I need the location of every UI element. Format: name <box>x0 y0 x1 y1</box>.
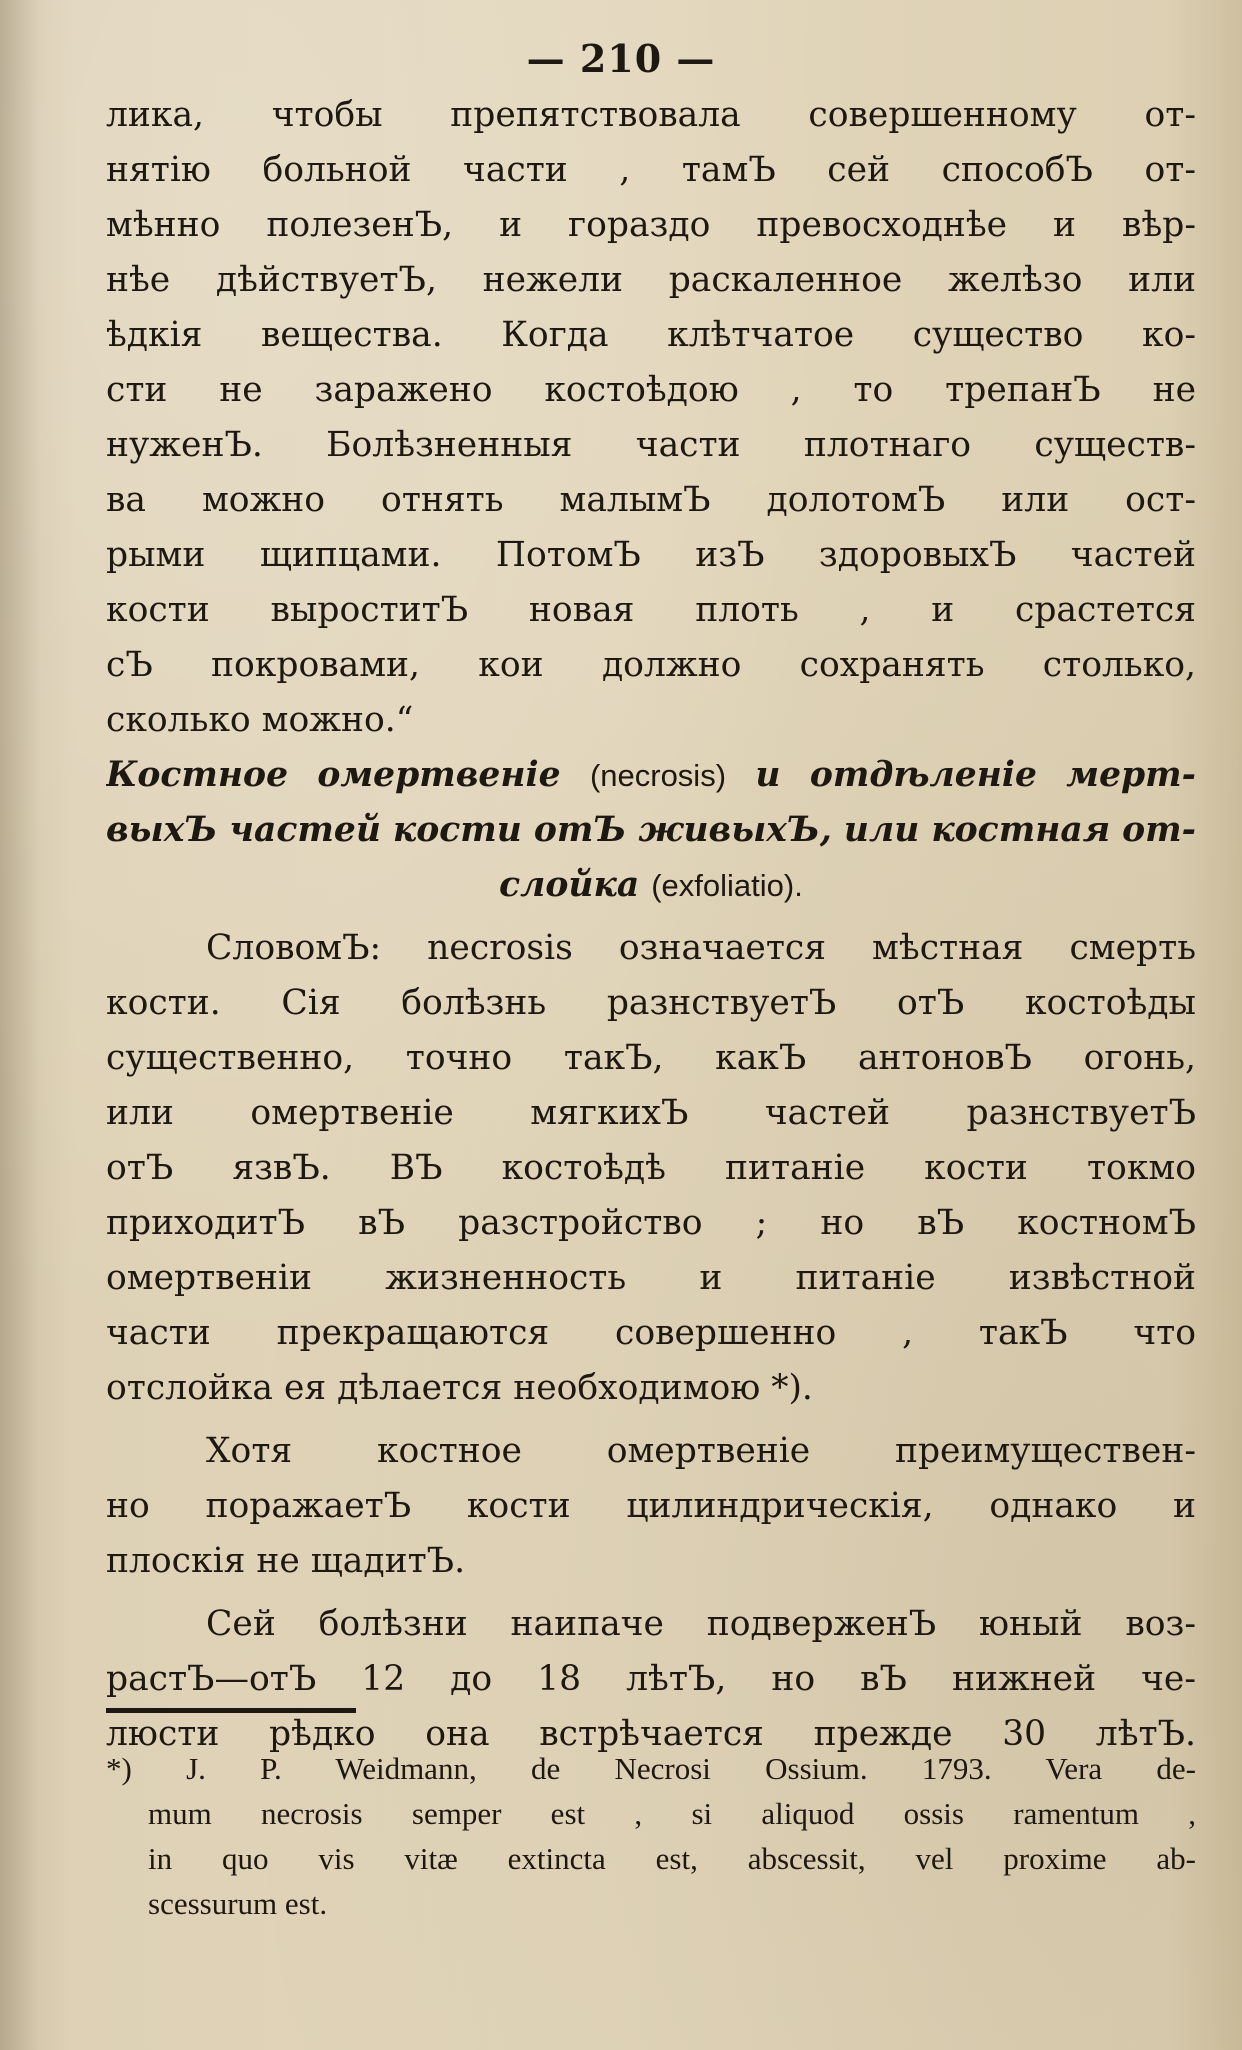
page-gutter-shadow <box>0 0 40 2050</box>
text-line: Сей болѣзни наипаче подверженЪ юный воз- <box>206 1604 1196 1644</box>
text-line: приходитЪ вЪ разстройство ; но вЪ костномЪ <box>106 1203 1196 1243</box>
text-line: омертвеніи жизненность и питаніе извѣстной <box>106 1258 1196 1298</box>
text-line: но поражаетЪ кости цилиндрическія, однако и <box>106 1486 1196 1526</box>
text-line: отЪ язвЪ. ВЪ костоѣдѣ питаніе кости токмо <box>106 1148 1196 1188</box>
paragraph <box>106 1597 1196 1762</box>
text-line: лика, чтобы препятствовала совершенному от- <box>106 95 1196 135</box>
text-line: нятію больной части , тамЪ сей способЪ от- <box>106 150 1196 190</box>
text-line: или омертвеніе мягкихЪ частей разнствуетЪ <box>106 1093 1196 1133</box>
footnote-divider <box>106 1708 356 1713</box>
text-line: ва можно отнять малымЪ долотомЪ или ост- <box>106 480 1196 520</box>
text-line: отслойка ея дѣлается необходимою *). <box>106 1368 813 1408</box>
paragraph-continued <box>106 88 1196 748</box>
text-line: существенно, точно такЪ, какЪ антоновЪ огонь, <box>106 1038 1196 1078</box>
spacer <box>106 1589 1196 1597</box>
text-line: мѣнно полезенЪ, и гораздо превосходнѣе и вѣр- <box>106 205 1196 245</box>
main-text <box>106 88 1196 1762</box>
spacer <box>106 913 1196 921</box>
text-line: нѣе дѣйствуетЪ, нежели раскаленное желѣзо или <box>106 260 1196 300</box>
text-line: растЪ—отЪ 12 до 18 лѣтЪ, но вЪ нижней че- <box>106 1659 1196 1699</box>
text-line: люсти рѣдко она встрѣчается прежде 30 лѣтЪ. <box>106 1714 1196 1754</box>
paragraph <box>106 921 1196 1416</box>
text-line: сЪ покровами, кои должно сохранять столько, <box>106 645 1196 685</box>
text-line: части прекращаются совершенно , такЪ что <box>106 1313 1196 1353</box>
text-line: плоскія не щадитЪ. <box>106 1541 466 1581</box>
footnote-line: in quo vis vitæ extincta est, abscessit, vel proxime ab- <box>148 1841 1196 1876</box>
text-line: Хотя костное омертвеніе преимуществен- <box>206 1431 1196 1471</box>
text-line: сколько можно.“ <box>106 700 414 740</box>
heading-term: слойка <box>499 865 640 905</box>
heading-term: Костное омертвеніе <box>106 755 561 795</box>
footnote-line: mum necrosis semper est , si aliquod ossis ramentum , <box>148 1796 1196 1831</box>
text-line: ѣдкія вещества. Когда клѣтчатое существо ко- <box>106 315 1196 355</box>
text-line: нуженЪ. Болѣзненныя части плотнаго существ- <box>106 425 1196 465</box>
text-line: сти не заражено костоѣдою , то трепанЪ не <box>106 370 1196 410</box>
spacer <box>106 1416 1196 1424</box>
heading-latin-term: (necrosis) <box>589 758 727 793</box>
heading-line <box>106 858 1196 913</box>
text-line: СловомЪ: necrosis означается мѣстная смерть <box>206 928 1196 968</box>
text-line: кости. Сія болѣзнь разнствуетЪ отЪ костоѣды <box>106 983 1196 1023</box>
footnote <box>106 1746 1196 1926</box>
heading-line <box>106 748 1196 803</box>
page-number: — 210 — <box>526 36 716 81</box>
text-line: рыми щипцами. ПотомЪ изЪ здоровыхЪ частей <box>106 535 1196 575</box>
heading-line: выхЪ частей кости отЪ живыхЪ, или костная от- <box>106 810 1196 850</box>
footnote-line: scessurum est. <box>148 1886 328 1921</box>
text-line: кости выроститЪ новая плоть , и срастется <box>106 590 1196 630</box>
paragraph <box>106 1424 1196 1589</box>
heading-latin-term: (exfoliatio). <box>651 868 803 903</box>
footnote-line: *) J. P. Weidmann, de Necrosi Ossium. 1793. Vera de- <box>106 1751 1196 1786</box>
section-heading <box>106 748 1196 913</box>
heading-term: и отдѣленіе мерт- <box>755 755 1196 795</box>
